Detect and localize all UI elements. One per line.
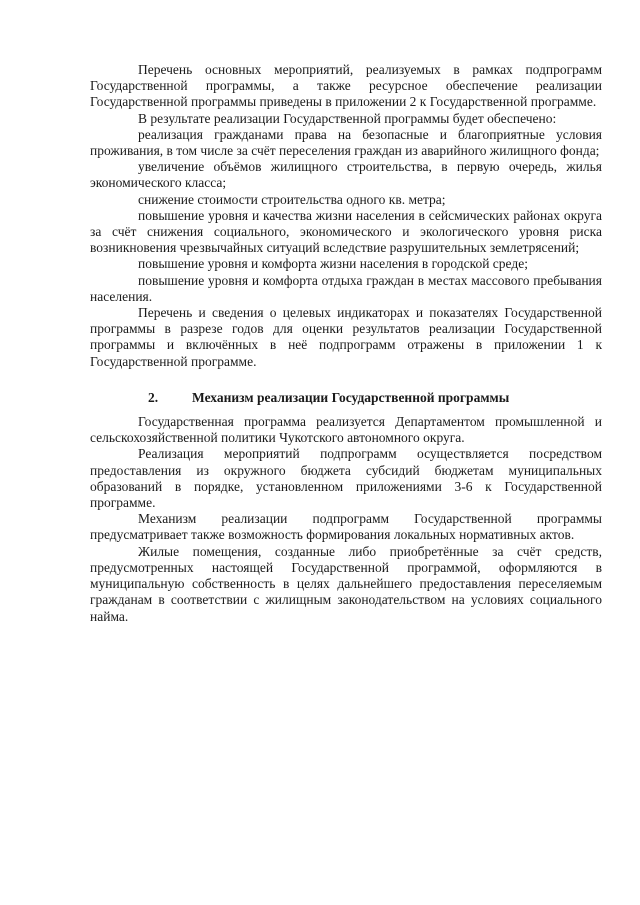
paragraph-housing-ownership: Жилые помещения, созданные либо приобретённые за счёт средств, предусмотренных настоящей Государственной программой, оформляются в муниципальную собственность в целях дальнейшего предоставления переселяемым гражданам в соответствии с жилищным законодательством на условиях социального найма. xyxy=(90,543,602,624)
document-page xyxy=(90,62,602,625)
paragraph-implementer: Государственная программа реализуется Департаментом промышленной и сельскохозяйственной политики Чукотского автономного округа. xyxy=(90,414,602,446)
result-item-construction-volume: увеличение объёмов жилищного строительства, в первую очередь, жилья экономического класса; xyxy=(90,159,602,191)
paragraph-indicators: Перечень и сведения о целевых индикаторах и показателях Государственной программы в разрезе годов для оценки результатов реализации Государственной программы и включённых в неё подпрограмм отражены в приложении 1 к Государственной программе. xyxy=(90,305,602,369)
paragraph-subsidies: Реализация мероприятий подпрограмм осуществляется посредством предоставления из окружного бюджета субсидий бюджетам муниципальных образований в порядке, установленном приложениями 3-6 к Государственной программе. xyxy=(90,446,602,511)
result-item-construction-cost: снижение стоимости строительства одного кв. метра; xyxy=(138,191,446,207)
paragraph-normative-acts: Механизм реализации подпрограмм Государственной программы предусматривает также возможность формирования локальных нормативных актов. xyxy=(90,511,602,543)
result-item-safe-housing: реализация гражданами права на безопасные и благоприятные условия проживания, в том числе за счёт переселения граждан из аварийного жилищного фонда; xyxy=(90,126,602,159)
result-item-leisure-comfort: повышение уровня и комфорта отдыха граждан в местах массового пребывания населения. xyxy=(90,272,602,304)
section-number: 2. xyxy=(148,389,159,405)
section-title: Механизм реализации Государственной программы xyxy=(192,389,510,405)
section-heading xyxy=(90,390,602,406)
paragraph-resources: Перечень основных мероприятий, реализуемых в рамках подпрограмм Государственной программы, а также ресурсное обеспечение реализации Государственной программы приведены в приложении 2 к Государственной программе. xyxy=(90,62,602,110)
result-item-seismic-safety: повышение уровня и качества жизни населения в сейсмических районах округа за счёт снижения социального, экономического и экологического уровня риска возникновения чрезвычайных ситуаций вследствие разрушительных землетрясений; xyxy=(90,207,602,256)
result-item-urban-comfort: повышение уровня и комфорта жизни населения в городской среде; xyxy=(138,256,528,272)
paragraph-results-intro: В результате реализации Государственной программы будет обеспечено: xyxy=(138,110,557,126)
